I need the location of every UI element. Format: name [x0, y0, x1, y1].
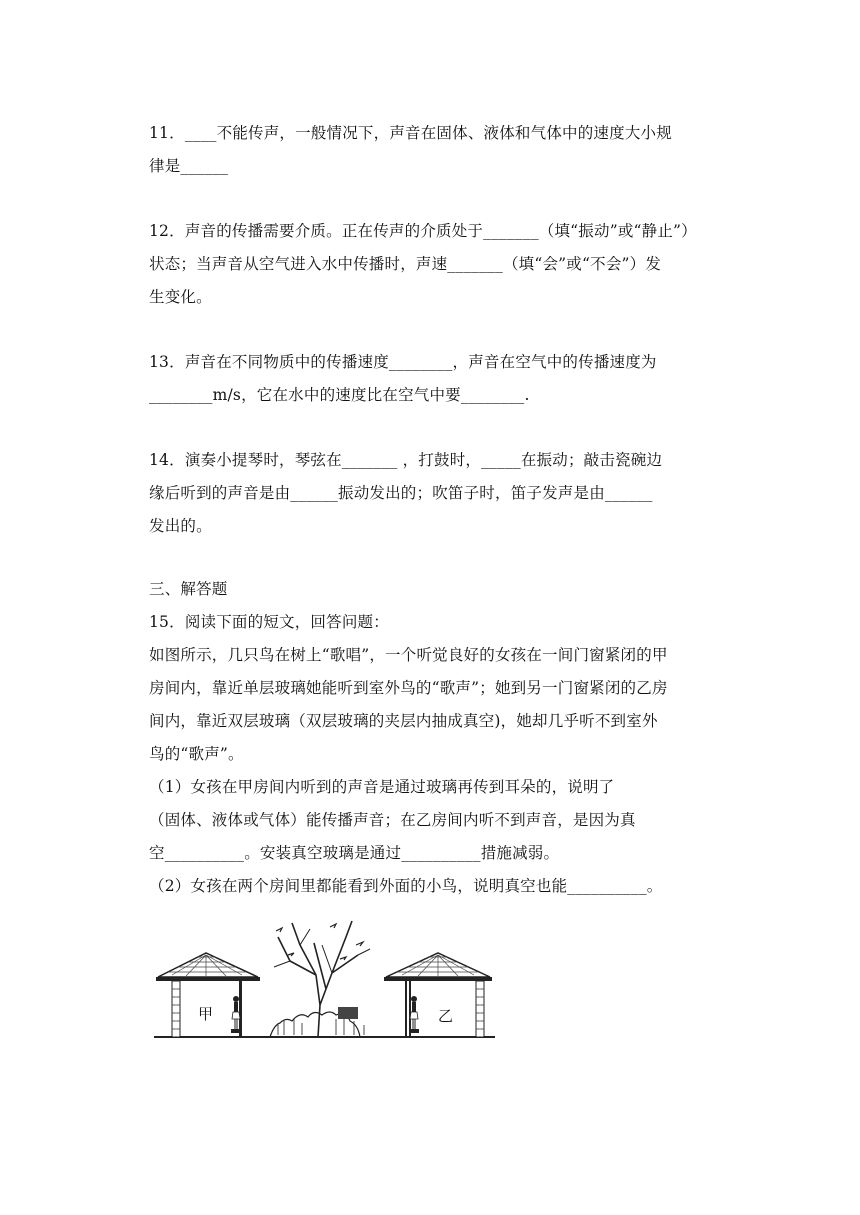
- right-room-label: 乙: [438, 1007, 454, 1025]
- question-12-line-1: 12．声音的传播需要介质。正在传声的介质处于_______（填“振动”或“静止”）: [149, 222, 697, 240]
- question-15-part-1-line-1: （1）女孩在甲房间内听到的声音是通过玻璃再传到耳朵的，说明了: [149, 778, 615, 796]
- question-12-line-2: 状态；当声音从空气进入水中传播时，声速_______（填“会”或“不会”）发: [149, 255, 662, 273]
- question-15-line-4: 间内，靠近双层玻璃（双层玻璃的夹层内抽成真空)，她却几乎听不到室外: [149, 712, 658, 730]
- question-12-line-3: 生变化。: [149, 288, 212, 306]
- question-11-line-1: 11．____不能传声，一般情况下，声音在固体、液体和气体中的速度大小规: [149, 124, 672, 142]
- question-14-line-2: 缘后听到的声音是由______振动发出的；吹笛子时，笛子发声是由______: [149, 484, 653, 502]
- question-15-line-1: 15．阅读下面的短文，回答问题：: [149, 613, 389, 631]
- tree-with-birds: [270, 921, 370, 1037]
- rooms-tree-birds-illustration: [150, 915, 500, 1045]
- question-15-part-1-line-2: （固体、液体或气体）能传播声音；在乙房间内听不到声音，是因为真: [149, 811, 636, 829]
- question-15-line-2: 如图所示，几只鸟在树上“歌唱”，一个听觉良好的女孩在一间门窗紧闭的甲: [149, 646, 668, 664]
- question-11-line-2: 律是______: [149, 157, 229, 175]
- question-15-part-2-line-1: （2）女孩在两个房间里都能看到外面的小鸟，说明真空也能__________。: [149, 877, 663, 895]
- question-13-line-2: ________m/s，它在水中的速度比在空气中要________.: [149, 386, 530, 404]
- question-15-line-5: 鸟的“歌声”。: [149, 745, 244, 763]
- section-3-heading: 三、解答题: [149, 580, 228, 598]
- question-15-part-1-line-3: 空__________。安装真空玻璃是通过__________措施减弱。: [149, 844, 560, 862]
- question-14-line-1: 14．演奏小提琴时，琴弦在_______ ，打鼓时，_____在振动；敲击瓷碗边: [149, 451, 663, 469]
- left-room-label: 甲: [198, 1005, 214, 1023]
- left-house-jia: [156, 953, 260, 1037]
- question-15-line-3: 房间内，靠近单层玻璃她能听到室外鸟的“歌声”；她到另一门窗紧闭的乙房: [149, 679, 668, 697]
- question-13-line-1: 13．声音在不同物质中的传播速度________，声音在空气中的传播速度为: [149, 353, 657, 371]
- question-14-line-3: 发出的。: [149, 517, 212, 535]
